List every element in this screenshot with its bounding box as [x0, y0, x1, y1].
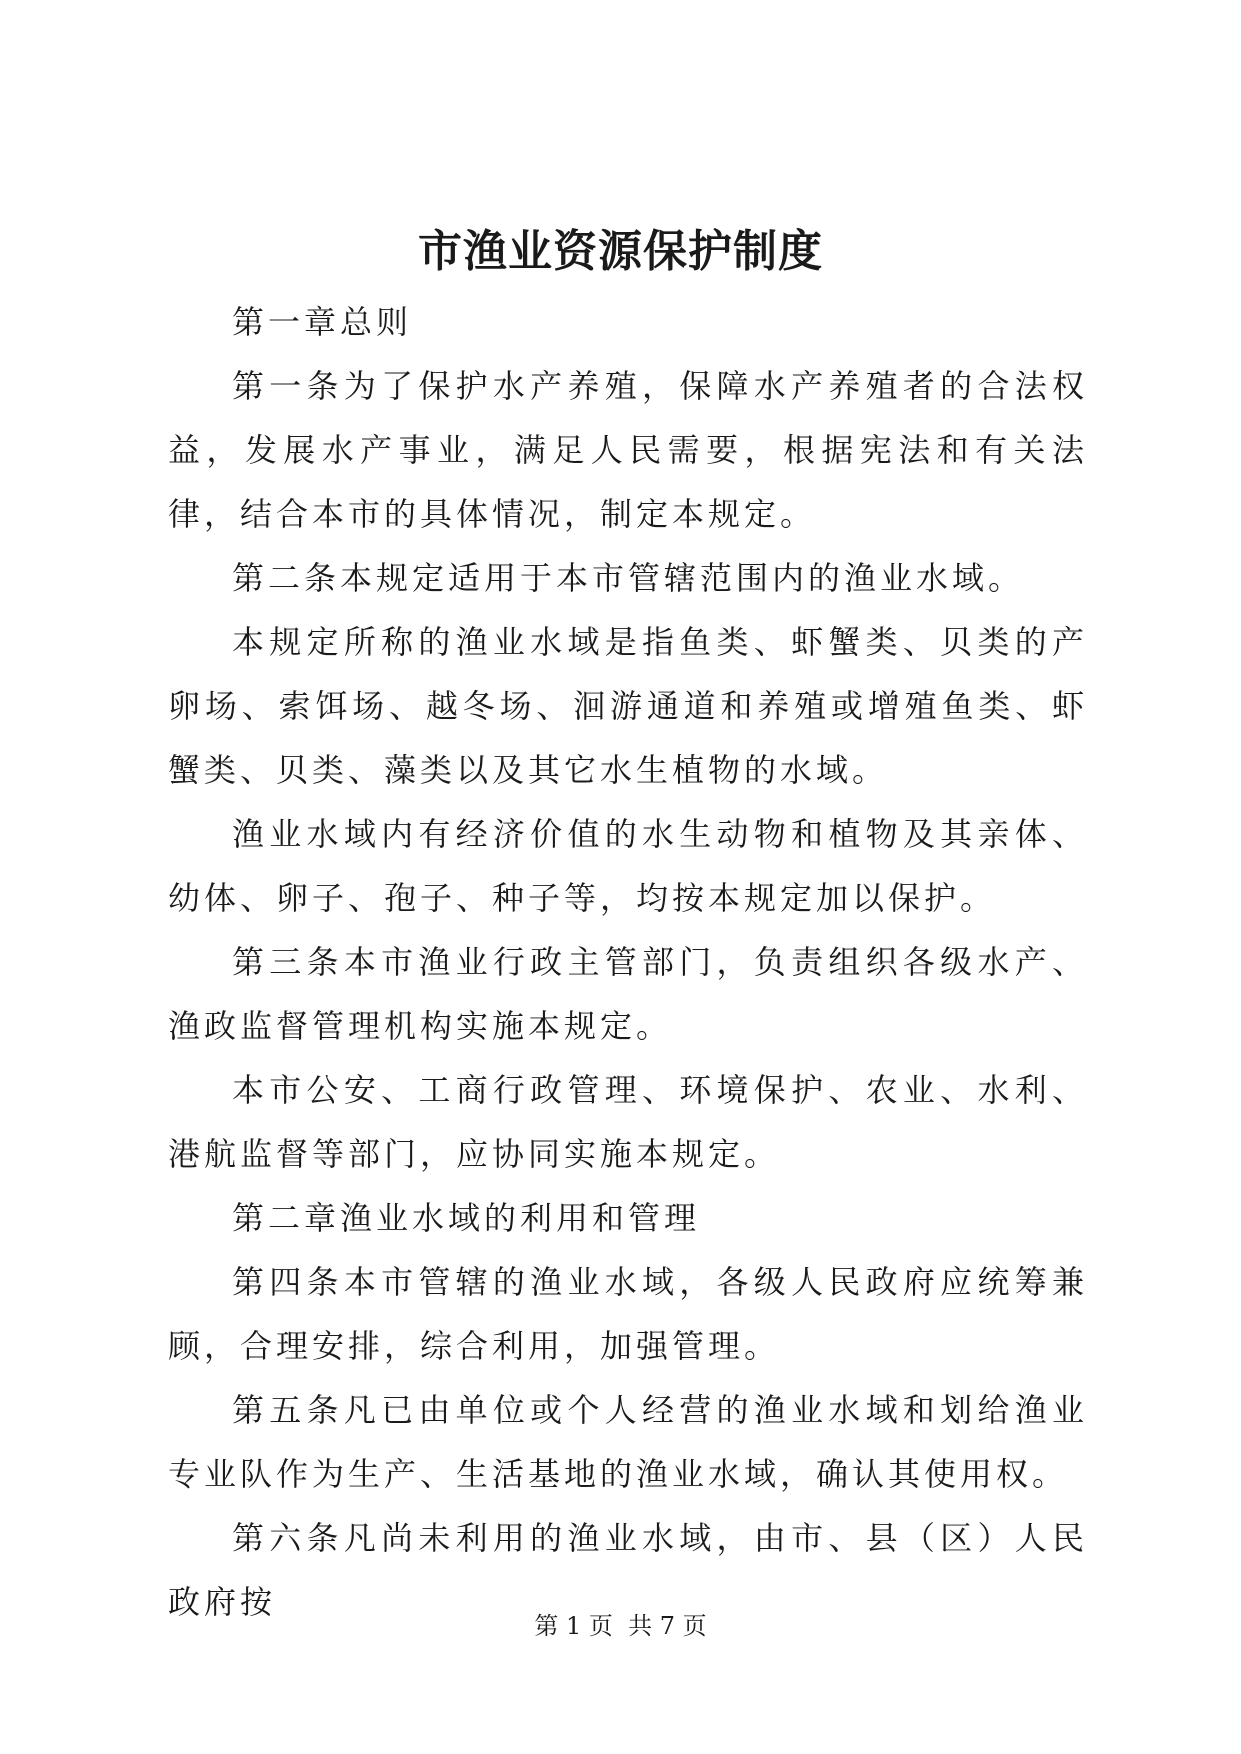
paragraph: 第六条凡尚未利用的渔业水域，由市、县（区）人民政府按 — [168, 1519, 1088, 1621]
page-footer: 第 1 页 共 7 页 — [534, 1612, 707, 1640]
paragraph: 渔业水域内有经济价值的水生动物和植物及其亲体、幼体、卵子、孢子、种子等，均按本规定加以保护。 — [168, 815, 1088, 917]
paragraph: 本市公安、工商行政管理、环境保护、农业、水利、港航监督等部门，应协同实施本规定。 — [168, 1071, 1088, 1173]
paragraph: 第三条本市渔业行政主管部门，负责组织各级水产、渔政监督管理机构实施本规定。 — [168, 943, 1088, 1045]
paragraph: 第一条为了保护水产养殖，保障水产养殖者的合法权益，发展水产事业，满足人民需要，根据宪法和有关法律，结合本市的具体情况，制定本规定。 — [168, 367, 1088, 533]
paragraph: 第四条本市管辖的渔业水域，各级人民政府应统筹兼顾，合理安排，综合利用，加强管理。 — [168, 1263, 1088, 1365]
document-title: 市渔业资源保护制度 — [418, 226, 823, 277]
paragraph: 本规定所称的渔业水域是指鱼类、虾蟹类、贝类的产卵场、索饵场、越冬场、洄游通道和养殖或增殖鱼类、虾蟹类、贝类、藻类以及其它水生植物的水域。 — [168, 623, 1088, 789]
document-body — [168, 290, 1088, 1634]
chapter-heading: 第二章渔业水域的利用和管理 — [232, 1199, 701, 1237]
paragraph: 第五条凡已由单位或个人经营的渔业水域和划给渔业专业队作为生产、生活基地的渔业水域，确认其使用权。 — [168, 1391, 1088, 1493]
chapter-heading: 第一章总则 — [232, 303, 413, 341]
paragraph: 第二条本规定适用于本市管辖范围内的渔业水域。 — [232, 559, 1025, 597]
